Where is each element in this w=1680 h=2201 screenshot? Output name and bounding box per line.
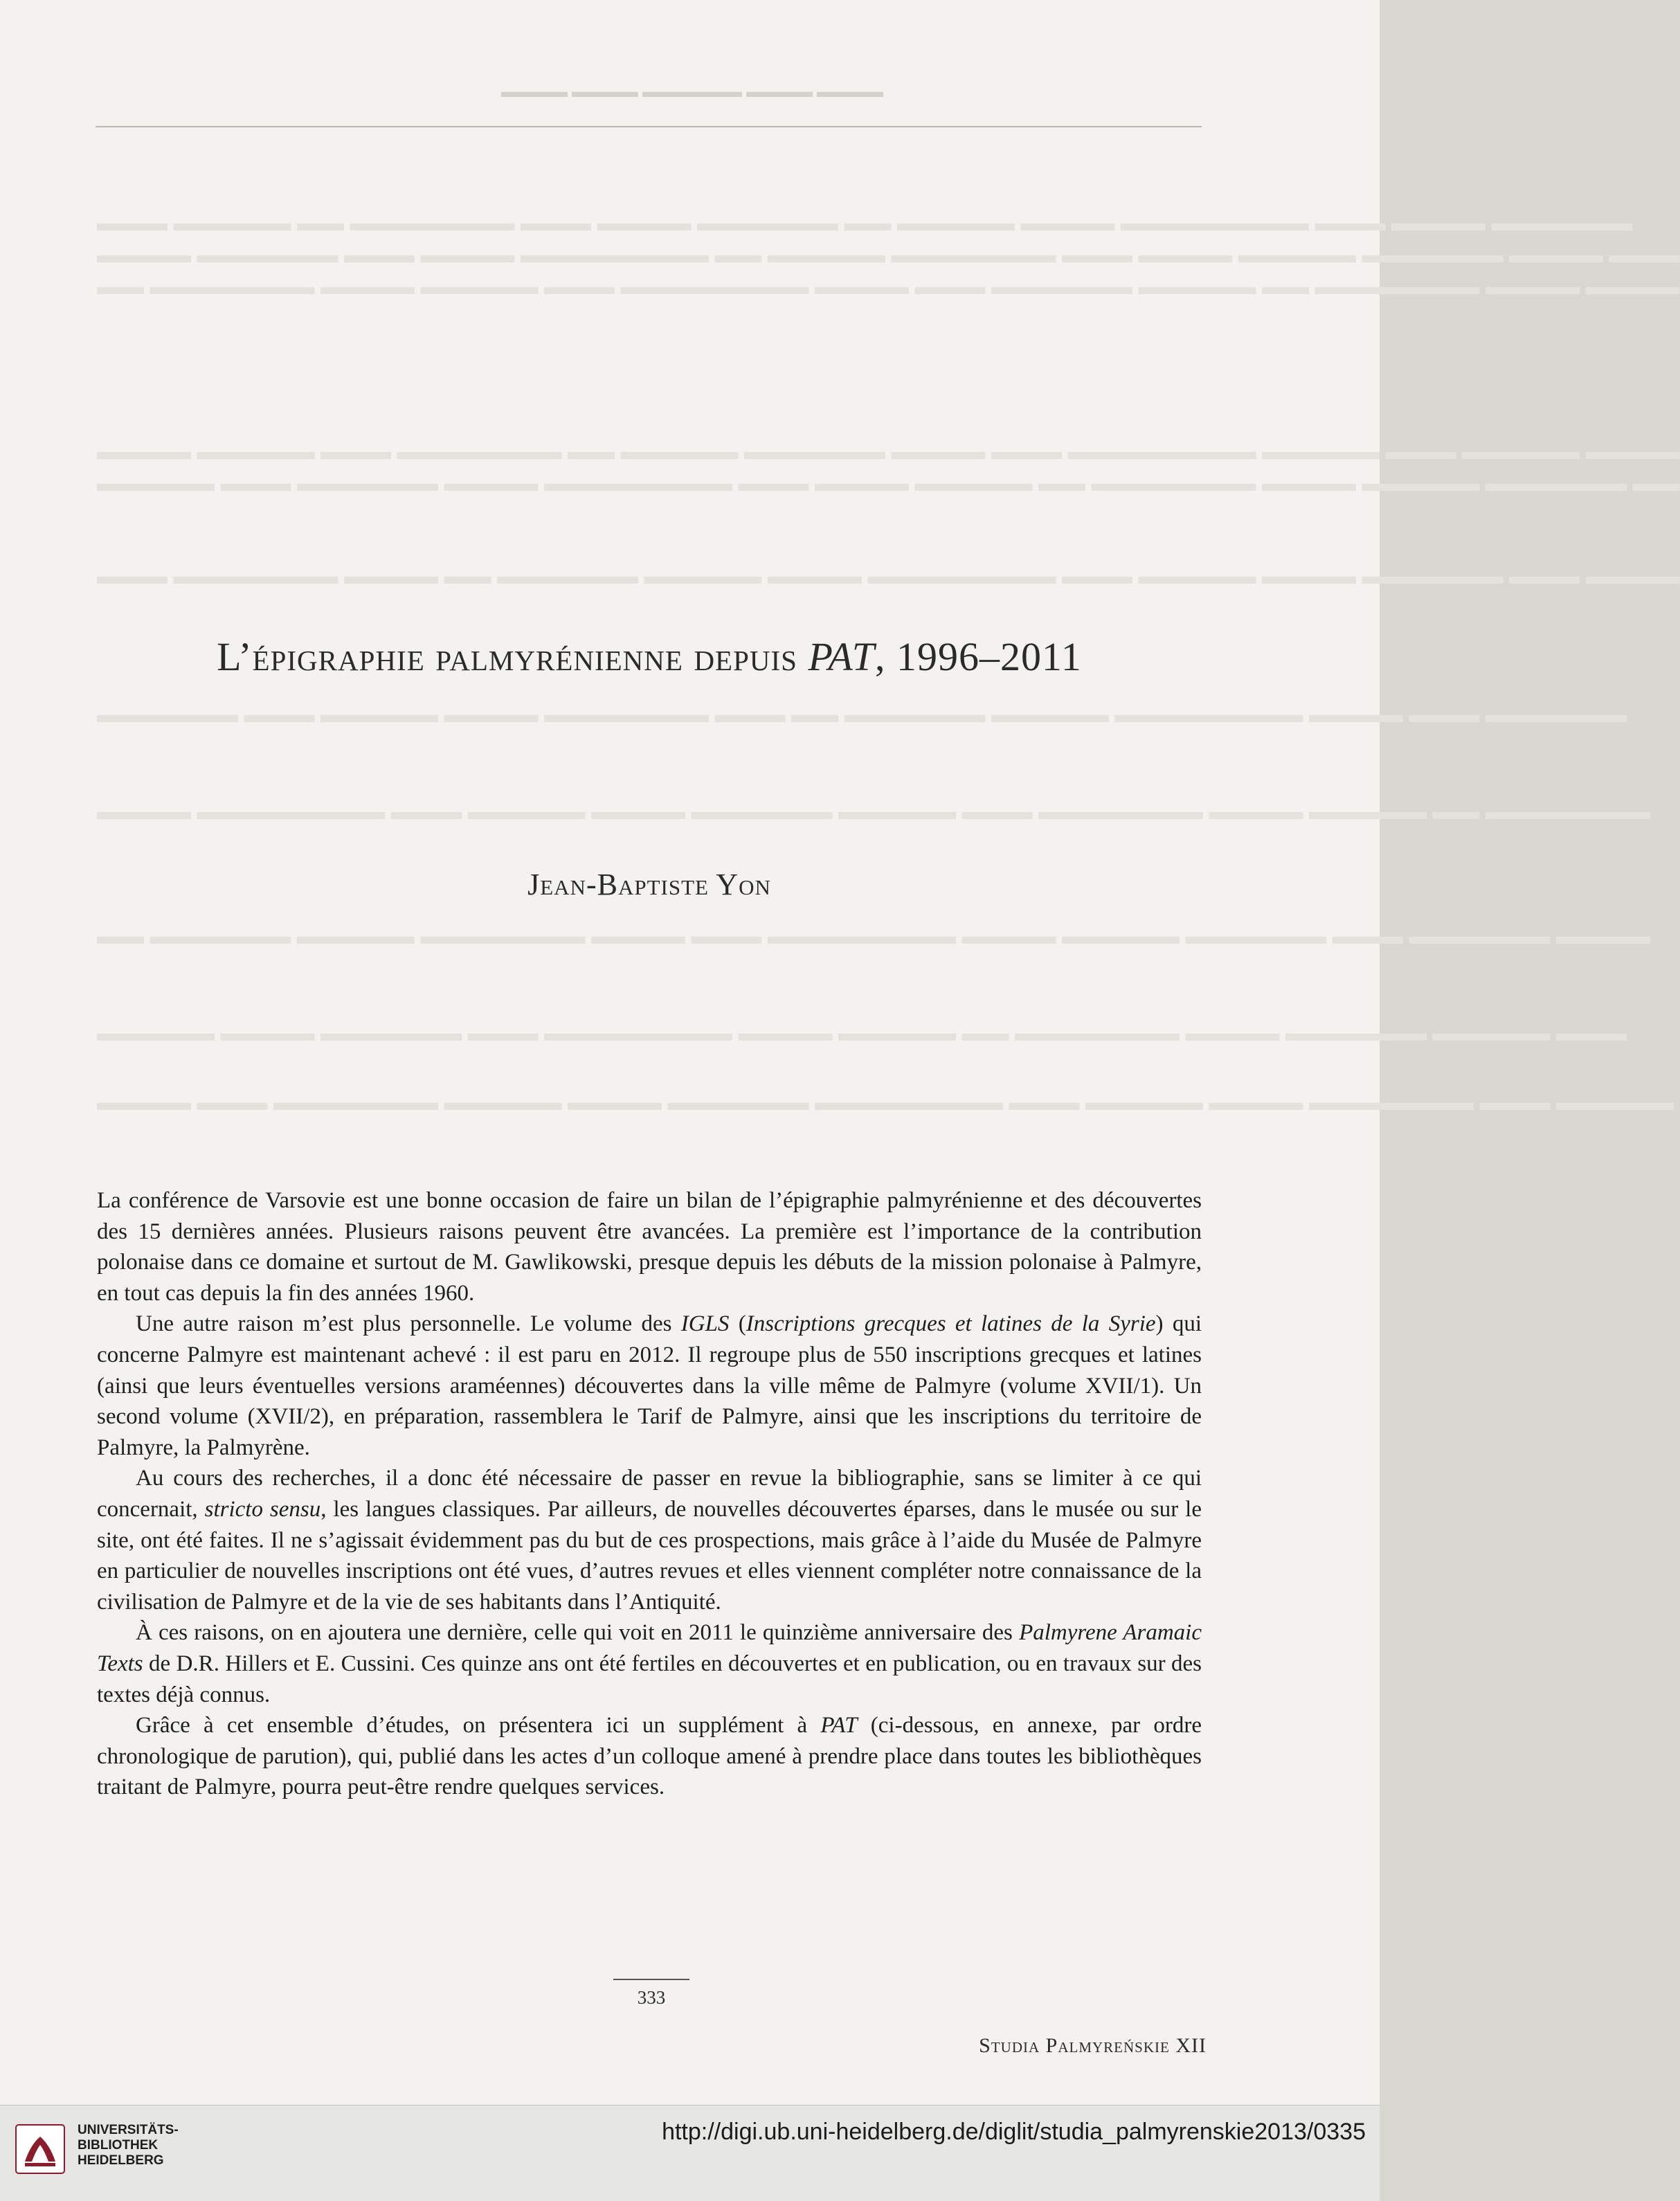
body-paragraph <box>97 1309 1202 1463</box>
body-paragraph <box>97 1185 1202 1309</box>
bleed-through-texture: ▬▬ ▬▬▬▬▬▬▬ ▬▬▬▬ ▬▬▬▬▬ ▬▬▬ ▬▬▬▬▬▬▬▬ ▬▬▬▬ ▬▬▬ ▬▬▬▬▬▬ ▬▬▬▬▬ ▬▬ ▬▬▬▬▬▬▬ ▬▬▬▬ ▬▬▬▬ <box>97 274 1680 300</box>
bleed-through-texture: ▬▬▬ ▬▬▬▬▬▬▬ ▬▬▬▬ ▬▬ ▬▬▬▬▬▬ ▬▬▬▬▬ ▬▬▬▬ ▬▬▬▬▬▬▬▬ ▬▬▬ ▬▬▬▬▬ ▬▬▬▬ ▬▬▬▬▬▬ ▬▬▬ ▬▬▬▬ <box>97 564 1680 589</box>
italic-text: IGLS <box>680 1311 730 1337</box>
italic-text: PAT <box>820 1713 858 1739</box>
page-number: 333 <box>637 1987 666 2008</box>
library-name-line3: HEIDELBERG <box>78 2153 164 2168</box>
paragraph-text: , les langues classiques. Par ailleurs, de nouvelles découvertes éparses, dans le musée ou sur le site, ont été faites. Il ne s’agissait évidemment pas du but de ces prospections, mais grâce à l’aide du Musée de Palmyre en particulier de nouvelles inscriptions ont été vues, d’autres revues et elles viennent compléter notre connaissance de la civilisation de Palmyre et de la vie de ses habitants dans l’Antiquité. <box>97 1496 1202 1615</box>
paragraph-text: Une autre raison m’est plus personnelle. Le volume des <box>136 1311 681 1337</box>
body-paragraph <box>97 1710 1202 1803</box>
paragraph-text: (ci-dessous, en annexe, par ordre chronologique de parution), qui, publié dans les actes d’un colloque amené à prendre place dans toutes les bibliothèques traitant de Palmyre, pourra peut-être rendre quelques services. <box>97 1713 1202 1800</box>
paragraph-text: de D.R. Hillers et E. Cussini. Ces quinze ans ont été fertiles en découvertes et en publication, ou en travaux sur des textes déjà connus. <box>97 1651 1202 1707</box>
title-italic: PAT <box>808 634 875 679</box>
bleed-through-texture: ▬▬▬▬ ▬▬▬▬▬▬ ▬▬▬ ▬▬▬▬ ▬▬▬▬▬▬▬▬ ▬▬ ▬▬▬▬▬ ▬▬▬▬▬▬▬ ▬▬▬ ▬▬▬▬ ▬▬▬▬▬ ▬▬▬▬▬▬ ▬▬▬▬ ▬▬▬ <box>97 242 1680 268</box>
journal-name: Studia Palmyreńskie XII <box>979 2034 1207 2057</box>
paragraph-text: Grâce à cet ensemble d’études, on présentera ici un supplément à <box>136 1713 821 1739</box>
paragraph-text: ( <box>729 1311 746 1337</box>
body-paragraph <box>97 1463 1202 1617</box>
bleed-through-texture: ▬▬▬▬▬ ▬▬▬ ▬▬▬▬▬▬ ▬▬▬▬ ▬▬▬▬▬▬▬▬ ▬▬▬ ▬▬▬▬ ▬▬▬▬▬ ▬▬ ▬▬▬▬▬▬▬ ▬▬▬▬ ▬▬▬▬▬ ▬▬▬▬▬▬ ▬▬ <box>97 471 1680 496</box>
bleed-through-texture: ▬▬▬▬▬ ▬▬▬▬ ▬▬▬▬▬▬ ▬▬▬ ▬▬▬▬▬▬▬▬ ▬▬▬▬ ▬▬▬▬▬ ▬▬ ▬▬▬▬▬▬▬ ▬▬▬▬ ▬▬▬▬▬▬ ▬▬▬▬▬ ▬▬▬ <box>97 1021 1627 1046</box>
bleed-through-texture: ▬▬▬▬ ▬▬▬▬▬▬▬▬ ▬▬▬ ▬▬▬▬▬ ▬▬▬▬ ▬▬▬▬▬▬ ▬▬▬▬▬ ▬▬▬ ▬▬▬▬▬▬▬ ▬▬▬▬ ▬▬▬▬▬ ▬▬ ▬▬▬▬▬▬▬ <box>97 799 1650 825</box>
bleed-through-texture: ▬▬▬ ▬▬▬▬▬ ▬▬ ▬▬▬▬▬▬▬ ▬▬▬ ▬▬▬▬ ▬▬▬▬▬▬ ▬▬ ▬▬▬▬▬ ▬▬▬▬ ▬▬▬▬▬▬▬▬ ▬▬▬ ▬▬▬▬ ▬▬▬▬▬▬ <box>97 210 1633 236</box>
bleed-through-texture: ▬▬▬▬ ▬▬▬▬▬ ▬▬▬ ▬▬▬▬▬▬▬ ▬▬ ▬▬▬▬▬ ▬▬▬▬▬▬ ▬▬▬▬ ▬▬▬ ▬▬▬▬▬▬▬▬ ▬▬▬▬▬ ▬▬▬ ▬▬▬▬▬ ▬▬▬▬ <box>97 439 1680 465</box>
source-url-link[interactable]: http://digi.ub.uni-heidelberg.de/diglit/studia_palmyrenskie2013/0335 <box>662 2119 1366 2145</box>
italic-text: Inscriptions grecques et latines de la Syrie <box>746 1311 1156 1337</box>
italic-text: Palmyrene Aramaic Texts <box>97 1620 1202 1676</box>
paragraph-text: À ces raisons, on en ajoutera une dernière, celle qui voit en 2011 le quinzième anniversaire des <box>136 1620 1020 1646</box>
library-name-line2: BIBLIOTHEK <box>78 2138 159 2153</box>
article-author: Jean-Baptiste Yon <box>527 868 771 901</box>
running-head-bleed: ▬▬▬▬ ▬▬▬▬ ▬▬▬▬▬▬ ▬▬▬▬ ▬▬▬▬ <box>501 83 883 101</box>
title-main: L’épigraphie palmyrénienne depuis <box>217 634 797 679</box>
bleed-through-texture: ▬▬ ▬▬▬▬▬▬ ▬▬▬▬▬ ▬▬▬▬▬▬▬ ▬▬▬▬ ▬▬▬ ▬▬▬▬▬▬▬▬ ▬▬▬▬ ▬▬▬▬▬ ▬▬▬▬▬▬ ▬▬▬ ▬▬▬▬▬▬ ▬▬▬▬ <box>97 924 1650 949</box>
title-years: , 1996–2011 <box>874 634 1082 679</box>
paragraph-text: ) qui concerne Palmyre est maintenant achevé : il est paru en 2012. Il regroupe plus de 550 inscriptions grecques et latines (ainsi que leurs éventuelles versions araméennes) découvertes dans la ville même de Palmyre (volume XVII/1). Un second volume (XVII/2), en préparation, rassemblera le Tarif de Palmyre, ainsi que les inscriptions du territoire de Palmyre, la Palmyrène. <box>97 1311 1202 1460</box>
library-logo-icon <box>15 2124 65 2174</box>
library-name <box>78 2123 179 2168</box>
italic-text: stricto sensu <box>204 1496 321 1522</box>
article-title <box>97 634 1202 680</box>
article-body <box>97 1185 1202 1803</box>
library-name-line1: UNIVERSITÄTS- <box>78 2123 179 2137</box>
bleed-through-texture: ▬▬▬▬ ▬▬▬ ▬▬▬▬▬▬▬ ▬▬▬▬▬ ▬▬▬▬ ▬▬▬▬▬▬ ▬▬▬▬▬▬▬▬ ▬▬▬ ▬▬▬▬▬ ▬▬▬▬ ▬▬▬▬▬▬▬ ▬▬▬ ▬▬▬▬▬ <box>97 1090 1674 1115</box>
page-number-rule <box>613 1979 689 1980</box>
header-rule <box>96 126 1202 127</box>
paragraph-text: La conférence de Varsovie est une bonne occasion de faire un bilan de l’épigraphie palmyrénienne et des découvertes des 15 dernières années. Plusieurs raisons peuvent être avancées. La première est l’importance de la contribution polonaise dans ce domaine et surtout de M. Gawlikowski, presque depuis les débuts de la mission polonaise à Palmyre, en tout cas depuis la fin des années 1960. <box>97 1188 1202 1306</box>
body-paragraph <box>97 1617 1202 1710</box>
paragraph-text: Au cours des recherches, il a donc été nécessaire de passer en revue la bibliographie, sans se limiter à ce qui concernait, <box>97 1466 1202 1522</box>
bleed-through-texture: ▬▬▬▬▬▬ ▬▬▬ ▬▬▬▬▬ ▬▬▬▬ ▬▬▬▬▬▬▬ ▬▬▬ ▬▬ ▬▬▬▬▬▬ ▬▬▬▬▬ ▬▬▬▬▬▬▬▬ ▬▬▬▬ ▬▬▬ ▬▬▬▬▬▬ <box>97 702 1627 728</box>
